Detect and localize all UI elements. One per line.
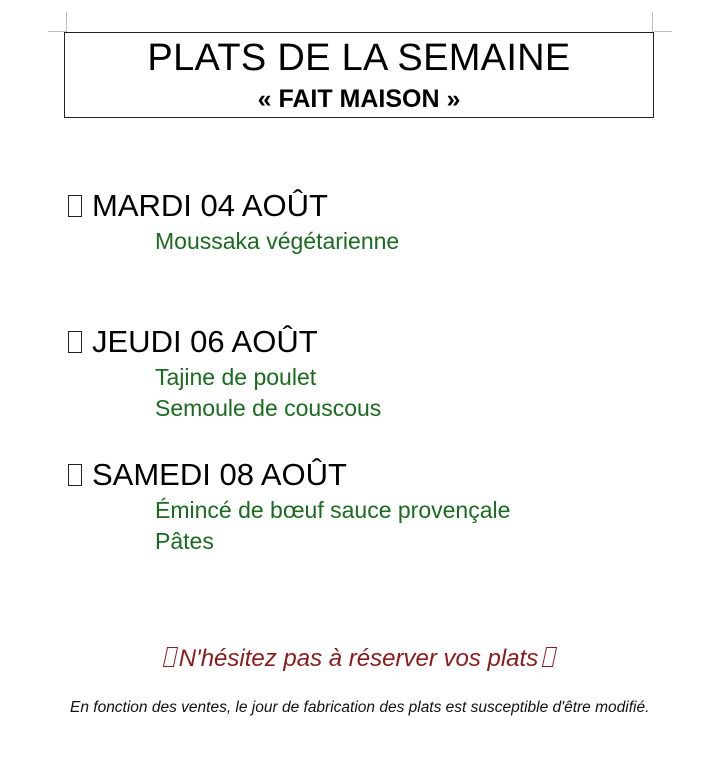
page-title: PLATS DE LA SEMAINE	[147, 37, 571, 79]
day-heading-tuesday	[68, 188, 328, 224]
checkbox-bullet-icon	[68, 331, 82, 353]
dish-item: Moussaka végétarienne	[155, 228, 400, 254]
decorative-box-icon	[542, 647, 557, 667]
checkbox-bullet-icon	[68, 195, 82, 217]
day-heading-saturday	[68, 457, 347, 493]
dish-item: Pâtes	[155, 528, 214, 554]
crop-mark-top-left-vertical	[66, 12, 67, 32]
day-heading-thursday	[68, 324, 318, 360]
day-label: MARDI 04 AOÛT	[92, 188, 328, 223]
title-box	[64, 32, 654, 118]
crop-mark-top-right-horizontal	[654, 31, 672, 32]
reservation-message	[0, 645, 720, 673]
reservation-text: N'hésitez pas à réserver vos plats	[178, 645, 539, 672]
day-label: JEUDI 06 AOÛT	[92, 324, 318, 359]
dish-item: Semoule de couscous	[155, 395, 382, 421]
dish-item: Émincé de bœuf sauce provençale	[155, 497, 511, 523]
page-subtitle: « FAIT MAISON »	[257, 85, 461, 113]
day-label: SAMEDI 08 AOÛT	[92, 457, 347, 492]
decorative-box-icon	[163, 647, 178, 667]
crop-mark-top-right-vertical	[652, 12, 653, 32]
dish-item: Tajine de poulet	[155, 364, 317, 390]
checkbox-bullet-icon	[68, 464, 82, 486]
disclaimer-note: En fonction des ventes, le jour de fabrication des plats est susceptible d'être modifié.	[70, 699, 650, 716]
